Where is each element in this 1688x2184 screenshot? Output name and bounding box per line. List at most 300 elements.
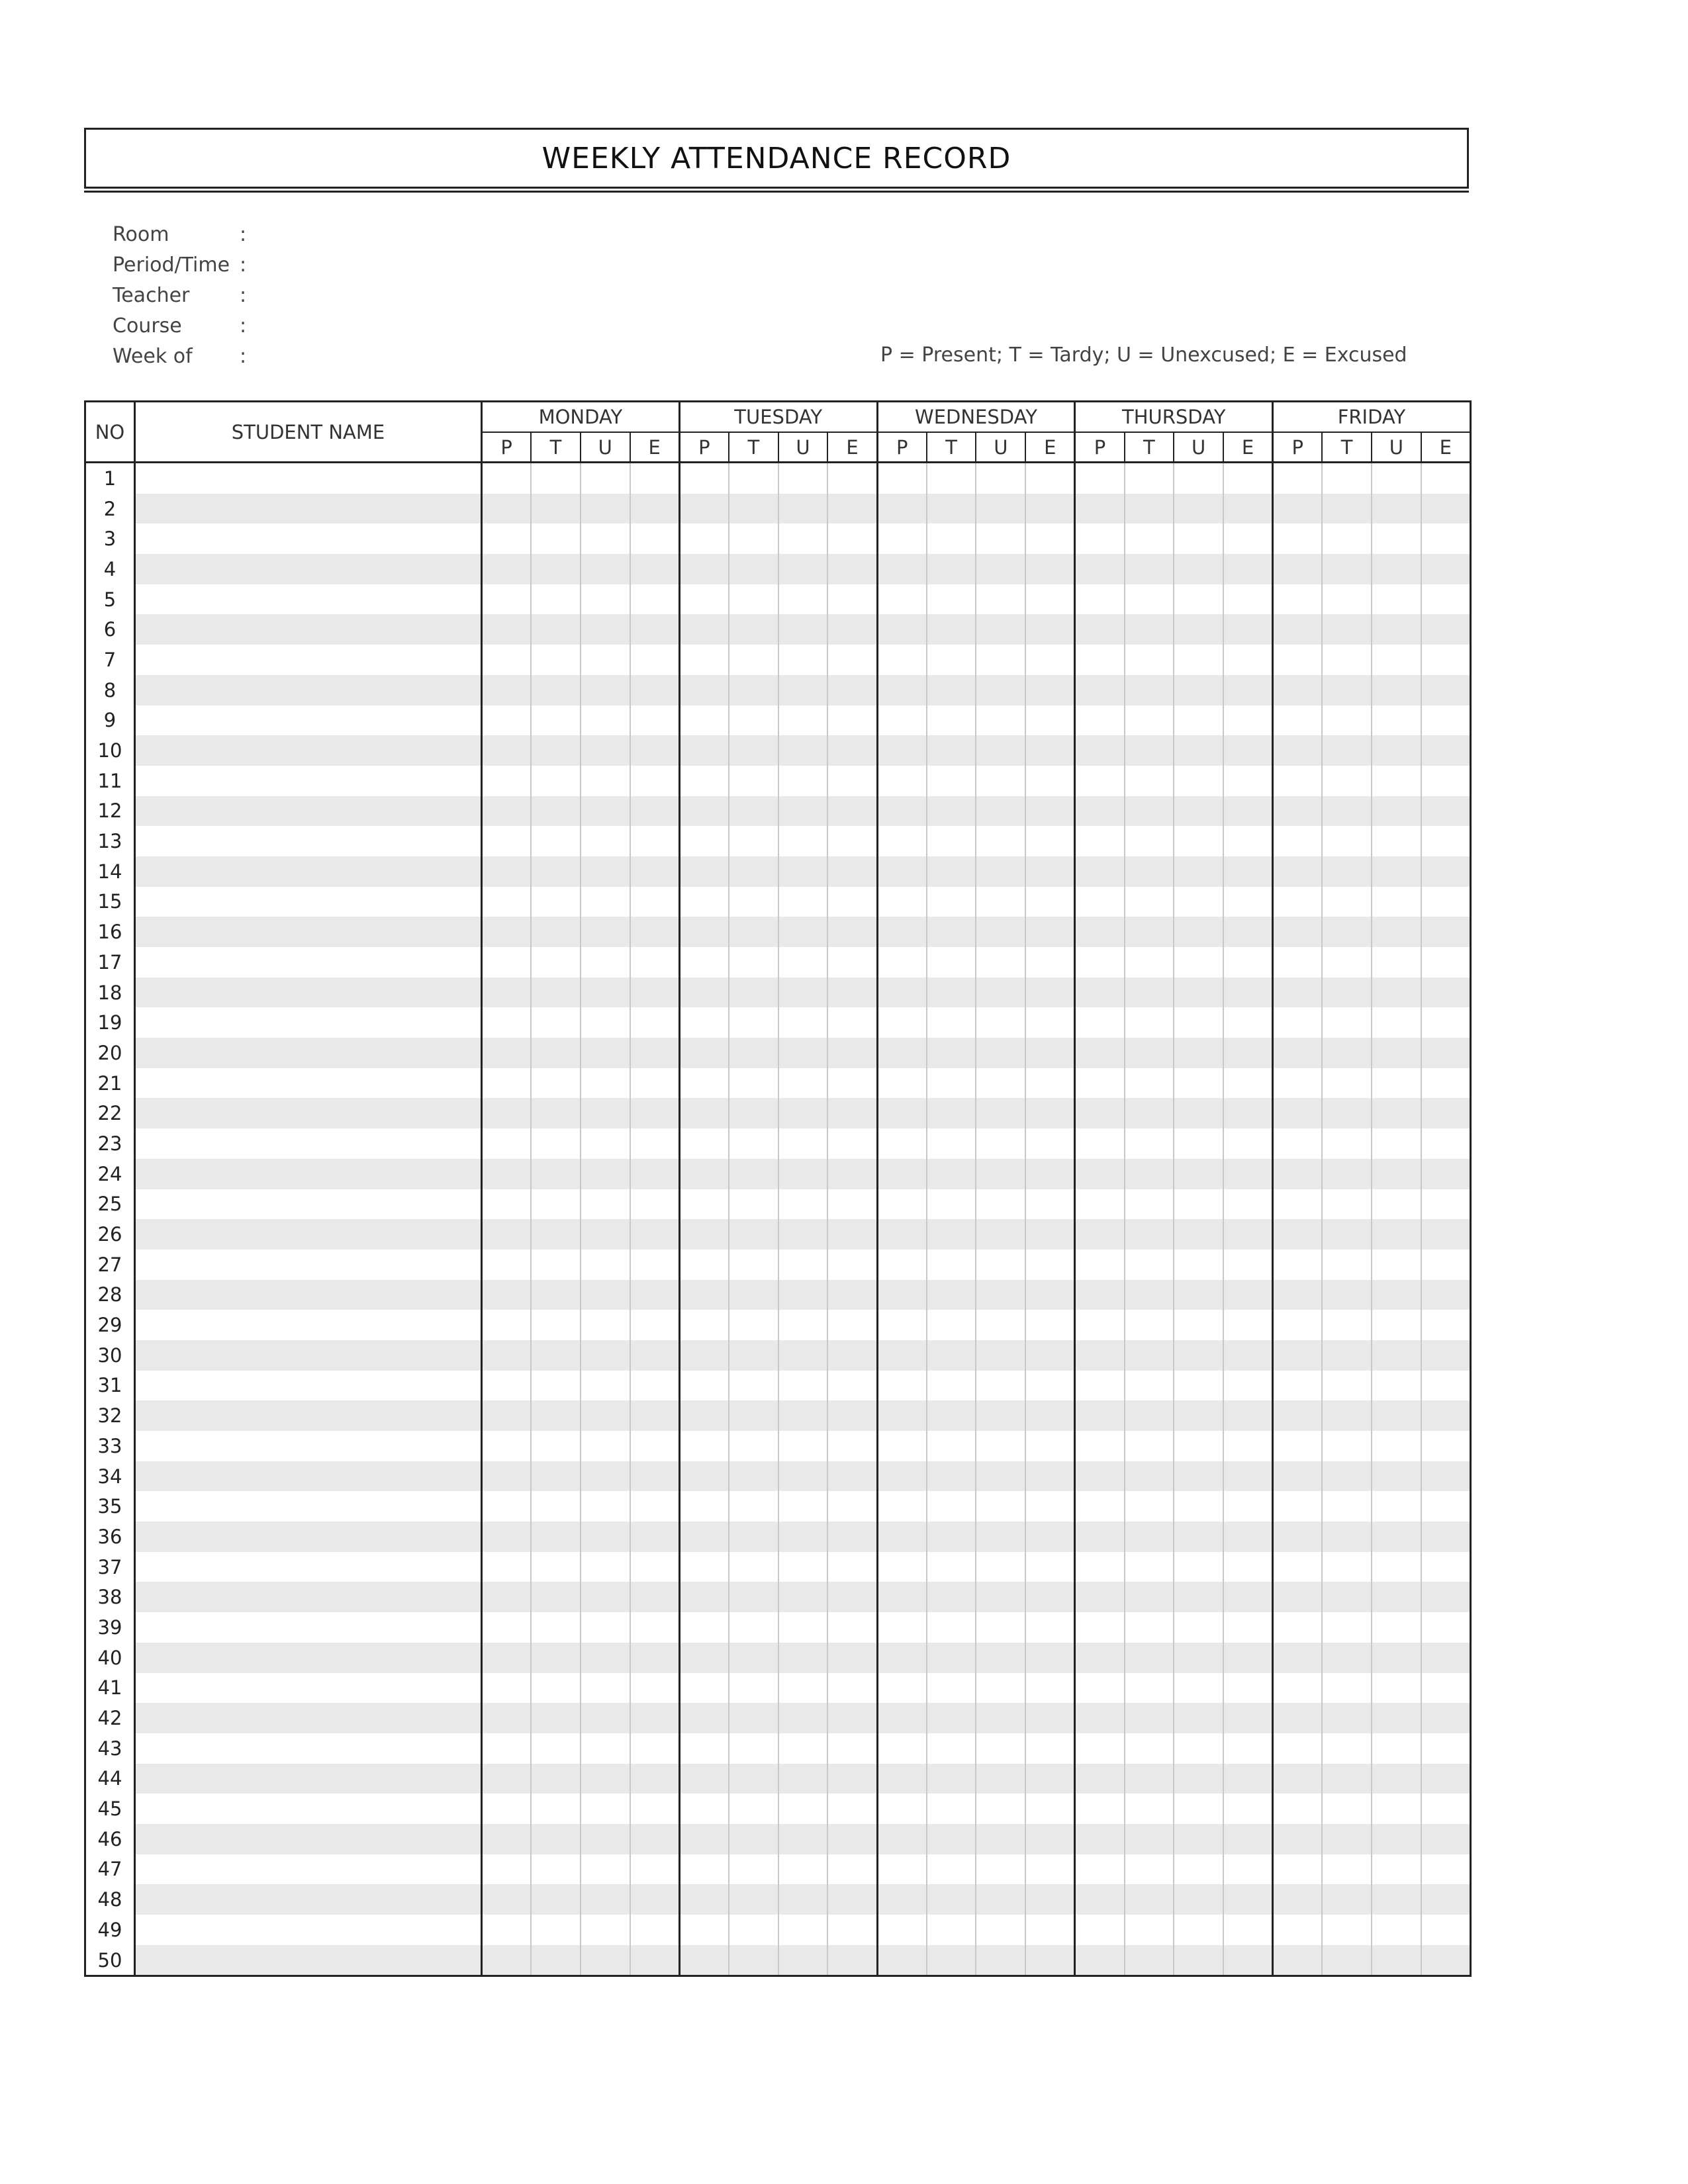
attendance-cell-wednesday-e[interactable] — [1025, 735, 1075, 766]
attendance-cell-tuesday-e[interactable] — [827, 766, 877, 796]
attendance-cell-thursday-p[interactable] — [1075, 947, 1125, 978]
attendance-cell-wednesday-u[interactable] — [976, 1733, 1025, 1764]
attendance-cell-monday-t[interactable] — [531, 1159, 581, 1189]
attendance-cell-monday-e[interactable] — [630, 1522, 680, 1552]
attendance-cell-thursday-t[interactable] — [1125, 494, 1174, 524]
attendance-cell-wednesday-u[interactable] — [976, 978, 1025, 1008]
attendance-cell-friday-p[interactable] — [1273, 1250, 1323, 1280]
attendance-cell-wednesday-t[interactable] — [927, 1159, 976, 1189]
attendance-cell-wednesday-u[interactable] — [976, 1854, 1025, 1885]
attendance-cell-friday-e[interactable] — [1421, 1643, 1471, 1673]
attendance-cell-wednesday-e[interactable] — [1025, 1128, 1075, 1159]
attendance-cell-monday-u[interactable] — [581, 554, 630, 584]
attendance-cell-tuesday-e[interactable] — [827, 735, 877, 766]
attendance-cell-thursday-e[interactable] — [1223, 1098, 1273, 1128]
attendance-cell-friday-p[interactable] — [1273, 826, 1323, 856]
attendance-cell-monday-p[interactable] — [482, 1250, 532, 1280]
attendance-cell-wednesday-e[interactable] — [1025, 1007, 1075, 1038]
attendance-cell-wednesday-e[interactable] — [1025, 1673, 1075, 1704]
attendance-cell-thursday-t[interactable] — [1125, 1552, 1174, 1582]
attendance-cell-monday-u[interactable] — [581, 1733, 630, 1764]
student-name-cell[interactable] — [135, 1884, 482, 1915]
attendance-cell-wednesday-p[interactable] — [877, 1522, 927, 1552]
attendance-cell-friday-p[interactable] — [1273, 735, 1323, 766]
attendance-cell-tuesday-u[interactable] — [778, 1884, 828, 1915]
attendance-cell-friday-p[interactable] — [1273, 614, 1323, 645]
attendance-cell-thursday-u[interactable] — [1174, 1794, 1223, 1824]
attendance-cell-tuesday-e[interactable] — [827, 1007, 877, 1038]
attendance-cell-monday-e[interactable] — [630, 1582, 680, 1612]
attendance-cell-monday-e[interactable] — [630, 463, 680, 494]
attendance-cell-tuesday-u[interactable] — [778, 1945, 828, 1976]
attendance-cell-monday-t[interactable] — [531, 1491, 581, 1522]
attendance-cell-tuesday-t[interactable] — [729, 1884, 778, 1915]
attendance-cell-wednesday-t[interactable] — [927, 1824, 976, 1854]
attendance-cell-tuesday-u[interactable] — [778, 1733, 828, 1764]
student-name-cell[interactable] — [135, 1643, 482, 1673]
attendance-cell-thursday-u[interactable] — [1174, 494, 1223, 524]
attendance-cell-thursday-p[interactable] — [1075, 463, 1125, 494]
attendance-cell-thursday-t[interactable] — [1125, 1461, 1174, 1492]
attendance-cell-wednesday-e[interactable] — [1025, 856, 1075, 887]
attendance-cell-friday-u[interactable] — [1372, 1007, 1421, 1038]
attendance-cell-friday-t[interactable] — [1322, 1643, 1372, 1673]
attendance-cell-monday-t[interactable] — [531, 1189, 581, 1220]
attendance-cell-friday-p[interactable] — [1273, 1038, 1323, 1068]
attendance-cell-friday-t[interactable] — [1322, 1189, 1372, 1220]
attendance-cell-friday-u[interactable] — [1372, 1884, 1421, 1915]
attendance-cell-friday-e[interactable] — [1421, 1128, 1471, 1159]
attendance-cell-tuesday-p[interactable] — [679, 1219, 729, 1250]
attendance-cell-tuesday-u[interactable] — [778, 1794, 828, 1824]
attendance-cell-friday-p[interactable] — [1273, 1643, 1323, 1673]
attendance-cell-wednesday-p[interactable] — [877, 1733, 927, 1764]
attendance-cell-monday-e[interactable] — [630, 1703, 680, 1733]
attendance-cell-friday-p[interactable] — [1273, 1884, 1323, 1915]
attendance-cell-wednesday-e[interactable] — [1025, 463, 1075, 494]
attendance-cell-monday-p[interactable] — [482, 1371, 532, 1401]
attendance-cell-tuesday-p[interactable] — [679, 1491, 729, 1522]
attendance-cell-thursday-e[interactable] — [1223, 1400, 1273, 1431]
attendance-cell-friday-t[interactable] — [1322, 1461, 1372, 1492]
attendance-cell-thursday-t[interactable] — [1125, 978, 1174, 1008]
attendance-cell-friday-e[interactable] — [1421, 1915, 1471, 1945]
attendance-cell-wednesday-p[interactable] — [877, 1643, 927, 1673]
attendance-cell-tuesday-e[interactable] — [827, 1310, 877, 1340]
attendance-cell-monday-t[interactable] — [531, 1733, 581, 1764]
attendance-cell-friday-p[interactable] — [1273, 1764, 1323, 1794]
attendance-cell-friday-e[interactable] — [1421, 614, 1471, 645]
attendance-cell-friday-e[interactable] — [1421, 1884, 1471, 1915]
attendance-cell-monday-t[interactable] — [531, 1371, 581, 1401]
attendance-cell-thursday-e[interactable] — [1223, 523, 1273, 554]
attendance-cell-tuesday-t[interactable] — [729, 1854, 778, 1885]
attendance-cell-wednesday-e[interactable] — [1025, 1431, 1075, 1461]
attendance-cell-tuesday-p[interactable] — [679, 856, 729, 887]
attendance-cell-friday-u[interactable] — [1372, 554, 1421, 584]
attendance-cell-tuesday-p[interactable] — [679, 1189, 729, 1220]
attendance-cell-friday-u[interactable] — [1372, 1824, 1421, 1854]
attendance-cell-friday-t[interactable] — [1322, 1824, 1372, 1854]
attendance-cell-thursday-p[interactable] — [1075, 978, 1125, 1008]
attendance-cell-friday-t[interactable] — [1322, 1552, 1372, 1582]
attendance-cell-wednesday-t[interactable] — [927, 1400, 976, 1431]
attendance-cell-friday-e[interactable] — [1421, 1310, 1471, 1340]
attendance-cell-friday-t[interactable] — [1322, 1007, 1372, 1038]
attendance-cell-friday-e[interactable] — [1421, 1038, 1471, 1068]
attendance-cell-wednesday-u[interactable] — [976, 463, 1025, 494]
attendance-cell-wednesday-t[interactable] — [927, 1884, 976, 1915]
attendance-cell-monday-p[interactable] — [482, 1219, 532, 1250]
attendance-cell-friday-p[interactable] — [1273, 675, 1323, 705]
attendance-cell-wednesday-u[interactable] — [976, 917, 1025, 947]
attendance-cell-thursday-p[interactable] — [1075, 1371, 1125, 1401]
attendance-cell-tuesday-u[interactable] — [778, 1038, 828, 1068]
attendance-cell-friday-t[interactable] — [1322, 1371, 1372, 1401]
attendance-cell-friday-u[interactable] — [1372, 1854, 1421, 1885]
attendance-cell-wednesday-p[interactable] — [877, 1128, 927, 1159]
attendance-cell-friday-p[interactable] — [1273, 1461, 1323, 1492]
attendance-cell-tuesday-p[interactable] — [679, 1884, 729, 1915]
student-name-cell[interactable] — [135, 614, 482, 645]
attendance-cell-monday-e[interactable] — [630, 1915, 680, 1945]
attendance-cell-friday-p[interactable] — [1273, 1098, 1323, 1128]
attendance-cell-tuesday-t[interactable] — [729, 887, 778, 917]
attendance-cell-tuesday-u[interactable] — [778, 947, 828, 978]
attendance-cell-monday-t[interactable] — [531, 554, 581, 584]
attendance-cell-thursday-e[interactable] — [1223, 1491, 1273, 1522]
attendance-cell-tuesday-e[interactable] — [827, 1461, 877, 1492]
attendance-cell-monday-e[interactable] — [630, 554, 680, 584]
attendance-cell-monday-u[interactable] — [581, 1219, 630, 1250]
attendance-cell-monday-e[interactable] — [630, 614, 680, 645]
student-name-cell[interactable] — [135, 887, 482, 917]
attendance-cell-monday-u[interactable] — [581, 1764, 630, 1794]
attendance-cell-thursday-t[interactable] — [1125, 1794, 1174, 1824]
attendance-cell-thursday-u[interactable] — [1174, 1552, 1223, 1582]
attendance-cell-monday-e[interactable] — [630, 1007, 680, 1038]
attendance-cell-thursday-p[interactable] — [1075, 1431, 1125, 1461]
attendance-cell-monday-e[interactable] — [630, 1098, 680, 1128]
attendance-cell-tuesday-p[interactable] — [679, 1250, 729, 1280]
attendance-cell-monday-u[interactable] — [581, 1400, 630, 1431]
attendance-cell-friday-u[interactable] — [1372, 1673, 1421, 1704]
attendance-cell-tuesday-p[interactable] — [679, 1371, 729, 1401]
attendance-cell-wednesday-t[interactable] — [927, 1582, 976, 1612]
attendance-cell-tuesday-t[interactable] — [729, 1128, 778, 1159]
attendance-cell-thursday-p[interactable] — [1075, 1310, 1125, 1340]
attendance-cell-friday-t[interactable] — [1322, 1250, 1372, 1280]
attendance-cell-monday-p[interactable] — [482, 1007, 532, 1038]
attendance-cell-monday-e[interactable] — [630, 675, 680, 705]
attendance-cell-monday-e[interactable] — [630, 887, 680, 917]
attendance-cell-tuesday-e[interactable] — [827, 1491, 877, 1522]
attendance-cell-thursday-u[interactable] — [1174, 1491, 1223, 1522]
attendance-cell-thursday-t[interactable] — [1125, 1310, 1174, 1340]
attendance-cell-wednesday-u[interactable] — [976, 494, 1025, 524]
attendance-cell-tuesday-e[interactable] — [827, 1098, 877, 1128]
attendance-cell-monday-t[interactable] — [531, 947, 581, 978]
attendance-cell-monday-p[interactable] — [482, 1824, 532, 1854]
attendance-cell-tuesday-u[interactable] — [778, 1340, 828, 1371]
attendance-cell-monday-p[interactable] — [482, 463, 532, 494]
student-name-cell[interactable] — [135, 796, 482, 827]
attendance-cell-tuesday-u[interactable] — [778, 1915, 828, 1945]
attendance-cell-monday-u[interactable] — [581, 826, 630, 856]
attendance-cell-wednesday-t[interactable] — [927, 796, 976, 827]
attendance-cell-tuesday-e[interactable] — [827, 554, 877, 584]
attendance-cell-wednesday-t[interactable] — [927, 1643, 976, 1673]
attendance-cell-tuesday-e[interactable] — [827, 1400, 877, 1431]
attendance-cell-tuesday-e[interactable] — [827, 856, 877, 887]
attendance-cell-tuesday-e[interactable] — [827, 887, 877, 917]
attendance-cell-tuesday-t[interactable] — [729, 1612, 778, 1643]
attendance-cell-friday-e[interactable] — [1421, 1280, 1471, 1310]
attendance-cell-monday-p[interactable] — [482, 1703, 532, 1733]
attendance-cell-thursday-p[interactable] — [1075, 1703, 1125, 1733]
attendance-cell-tuesday-u[interactable] — [778, 1612, 828, 1643]
attendance-cell-wednesday-e[interactable] — [1025, 1159, 1075, 1189]
attendance-cell-tuesday-t[interactable] — [729, 584, 778, 615]
attendance-cell-monday-p[interactable] — [482, 1280, 532, 1310]
attendance-cell-monday-e[interactable] — [630, 1824, 680, 1854]
attendance-cell-monday-u[interactable] — [581, 645, 630, 675]
attendance-cell-wednesday-e[interactable] — [1025, 796, 1075, 827]
attendance-cell-tuesday-u[interactable] — [778, 554, 828, 584]
attendance-cell-monday-p[interactable] — [482, 1522, 532, 1552]
attendance-cell-thursday-u[interactable] — [1174, 1219, 1223, 1250]
attendance-cell-thursday-e[interactable] — [1223, 1189, 1273, 1220]
attendance-cell-thursday-u[interactable] — [1174, 796, 1223, 827]
attendance-cell-wednesday-e[interactable] — [1025, 766, 1075, 796]
attendance-cell-wednesday-t[interactable] — [927, 1703, 976, 1733]
attendance-cell-friday-t[interactable] — [1322, 1310, 1372, 1340]
attendance-cell-wednesday-e[interactable] — [1025, 1340, 1075, 1371]
attendance-cell-friday-p[interactable] — [1273, 1794, 1323, 1824]
student-name-cell[interactable] — [135, 1371, 482, 1401]
student-name-cell[interactable] — [135, 1824, 482, 1854]
attendance-cell-wednesday-e[interactable] — [1025, 826, 1075, 856]
attendance-cell-tuesday-p[interactable] — [679, 675, 729, 705]
attendance-cell-friday-t[interactable] — [1322, 1431, 1372, 1461]
attendance-cell-friday-u[interactable] — [1372, 947, 1421, 978]
attendance-cell-monday-p[interactable] — [482, 1643, 532, 1673]
attendance-cell-tuesday-p[interactable] — [679, 584, 729, 615]
student-name-cell[interactable] — [135, 463, 482, 494]
attendance-cell-friday-e[interactable] — [1421, 1340, 1471, 1371]
attendance-cell-thursday-p[interactable] — [1075, 735, 1125, 766]
attendance-cell-monday-p[interactable] — [482, 735, 532, 766]
attendance-cell-monday-p[interactable] — [482, 1400, 532, 1431]
attendance-cell-tuesday-t[interactable] — [729, 796, 778, 827]
attendance-cell-wednesday-e[interactable] — [1025, 887, 1075, 917]
attendance-cell-friday-e[interactable] — [1421, 523, 1471, 554]
attendance-cell-monday-p[interactable] — [482, 1673, 532, 1704]
attendance-cell-tuesday-u[interactable] — [778, 1310, 828, 1340]
attendance-cell-monday-p[interactable] — [482, 1038, 532, 1068]
attendance-cell-thursday-e[interactable] — [1223, 1522, 1273, 1552]
attendance-cell-tuesday-p[interactable] — [679, 1945, 729, 1976]
attendance-cell-thursday-u[interactable] — [1174, 1400, 1223, 1431]
attendance-cell-thursday-u[interactable] — [1174, 1159, 1223, 1189]
attendance-cell-tuesday-t[interactable] — [729, 1310, 778, 1340]
attendance-cell-tuesday-e[interactable] — [827, 917, 877, 947]
attendance-cell-friday-p[interactable] — [1273, 917, 1323, 947]
attendance-cell-friday-e[interactable] — [1421, 1764, 1471, 1794]
attendance-cell-wednesday-t[interactable] — [927, 1340, 976, 1371]
attendance-cell-thursday-t[interactable] — [1125, 1673, 1174, 1704]
attendance-cell-tuesday-t[interactable] — [729, 917, 778, 947]
attendance-cell-monday-u[interactable] — [581, 1280, 630, 1310]
attendance-cell-monday-u[interactable] — [581, 494, 630, 524]
attendance-cell-wednesday-t[interactable] — [927, 1673, 976, 1704]
attendance-cell-friday-t[interactable] — [1322, 947, 1372, 978]
attendance-cell-monday-e[interactable] — [630, 1219, 680, 1250]
attendance-cell-monday-u[interactable] — [581, 1612, 630, 1643]
attendance-cell-monday-p[interactable] — [482, 1461, 532, 1492]
attendance-cell-friday-e[interactable] — [1421, 1219, 1471, 1250]
attendance-cell-wednesday-u[interactable] — [976, 1280, 1025, 1310]
attendance-cell-monday-e[interactable] — [630, 1673, 680, 1704]
attendance-cell-monday-u[interactable] — [581, 1159, 630, 1189]
attendance-cell-thursday-e[interactable] — [1223, 554, 1273, 584]
attendance-cell-wednesday-e[interactable] — [1025, 1189, 1075, 1220]
attendance-cell-thursday-p[interactable] — [1075, 826, 1125, 856]
attendance-cell-wednesday-t[interactable] — [927, 978, 976, 1008]
attendance-cell-tuesday-p[interactable] — [679, 1310, 729, 1340]
attendance-cell-wednesday-p[interactable] — [877, 1824, 927, 1854]
attendance-cell-wednesday-u[interactable] — [976, 1340, 1025, 1371]
attendance-cell-wednesday-u[interactable] — [976, 856, 1025, 887]
attendance-cell-tuesday-e[interactable] — [827, 1552, 877, 1582]
attendance-cell-wednesday-u[interactable] — [976, 1371, 1025, 1401]
attendance-cell-thursday-p[interactable] — [1075, 887, 1125, 917]
attendance-cell-friday-u[interactable] — [1372, 675, 1421, 705]
attendance-cell-wednesday-p[interactable] — [877, 1673, 927, 1704]
attendance-cell-tuesday-p[interactable] — [679, 917, 729, 947]
attendance-cell-wednesday-u[interactable] — [976, 1038, 1025, 1068]
attendance-cell-thursday-e[interactable] — [1223, 1310, 1273, 1340]
attendance-cell-monday-u[interactable] — [581, 1431, 630, 1461]
attendance-cell-friday-p[interactable] — [1273, 947, 1323, 978]
attendance-cell-thursday-e[interactable] — [1223, 1824, 1273, 1854]
attendance-cell-monday-e[interactable] — [630, 1371, 680, 1401]
attendance-cell-monday-u[interactable] — [581, 1552, 630, 1582]
attendance-cell-thursday-t[interactable] — [1125, 1915, 1174, 1945]
attendance-cell-thursday-u[interactable] — [1174, 645, 1223, 675]
attendance-cell-tuesday-t[interactable] — [729, 554, 778, 584]
attendance-cell-tuesday-e[interactable] — [827, 1219, 877, 1250]
attendance-cell-monday-u[interactable] — [581, 1915, 630, 1945]
attendance-cell-thursday-p[interactable] — [1075, 494, 1125, 524]
attendance-cell-wednesday-u[interactable] — [976, 554, 1025, 584]
attendance-cell-monday-p[interactable] — [482, 1310, 532, 1340]
attendance-cell-thursday-t[interactable] — [1125, 1522, 1174, 1552]
attendance-cell-monday-e[interactable] — [630, 1643, 680, 1673]
attendance-cell-thursday-u[interactable] — [1174, 1522, 1223, 1552]
attendance-cell-friday-p[interactable] — [1273, 1310, 1323, 1340]
attendance-cell-friday-p[interactable] — [1273, 1582, 1323, 1612]
attendance-cell-wednesday-p[interactable] — [877, 1068, 927, 1099]
attendance-cell-tuesday-u[interactable] — [778, 1007, 828, 1038]
attendance-cell-thursday-p[interactable] — [1075, 1461, 1125, 1492]
attendance-cell-tuesday-t[interactable] — [729, 1038, 778, 1068]
attendance-cell-friday-u[interactable] — [1372, 1612, 1421, 1643]
attendance-cell-wednesday-u[interactable] — [976, 1250, 1025, 1280]
attendance-cell-friday-p[interactable] — [1273, 584, 1323, 615]
attendance-cell-thursday-t[interactable] — [1125, 917, 1174, 947]
attendance-cell-friday-u[interactable] — [1372, 1128, 1421, 1159]
attendance-cell-thursday-t[interactable] — [1125, 554, 1174, 584]
attendance-cell-wednesday-p[interactable] — [877, 1280, 927, 1310]
attendance-cell-monday-t[interactable] — [531, 796, 581, 827]
attendance-cell-wednesday-p[interactable] — [877, 1310, 927, 1340]
attendance-cell-friday-u[interactable] — [1372, 1159, 1421, 1189]
attendance-cell-friday-u[interactable] — [1372, 614, 1421, 645]
attendance-cell-tuesday-u[interactable] — [778, 1824, 828, 1854]
attendance-cell-friday-e[interactable] — [1421, 1491, 1471, 1522]
student-name-cell[interactable] — [135, 826, 482, 856]
attendance-cell-friday-t[interactable] — [1322, 1764, 1372, 1794]
attendance-cell-wednesday-u[interactable] — [976, 705, 1025, 736]
attendance-cell-tuesday-p[interactable] — [679, 1461, 729, 1492]
attendance-cell-friday-u[interactable] — [1372, 1491, 1421, 1522]
attendance-cell-wednesday-p[interactable] — [877, 463, 927, 494]
attendance-cell-wednesday-u[interactable] — [976, 1068, 1025, 1099]
attendance-cell-thursday-t[interactable] — [1125, 614, 1174, 645]
attendance-cell-friday-e[interactable] — [1421, 735, 1471, 766]
attendance-cell-monday-e[interactable] — [630, 1794, 680, 1824]
attendance-cell-thursday-t[interactable] — [1125, 1007, 1174, 1038]
attendance-cell-thursday-e[interactable] — [1223, 1128, 1273, 1159]
attendance-cell-thursday-u[interactable] — [1174, 978, 1223, 1008]
attendance-cell-monday-p[interactable] — [482, 1159, 532, 1189]
attendance-cell-friday-t[interactable] — [1322, 614, 1372, 645]
attendance-cell-tuesday-p[interactable] — [679, 1280, 729, 1310]
attendance-cell-tuesday-e[interactable] — [827, 1824, 877, 1854]
attendance-cell-tuesday-e[interactable] — [827, 978, 877, 1008]
attendance-cell-friday-t[interactable] — [1322, 1400, 1372, 1431]
attendance-cell-thursday-u[interactable] — [1174, 1945, 1223, 1976]
attendance-cell-thursday-e[interactable] — [1223, 947, 1273, 978]
attendance-cell-tuesday-e[interactable] — [827, 1703, 877, 1733]
attendance-cell-friday-p[interactable] — [1273, 645, 1323, 675]
attendance-cell-thursday-p[interactable] — [1075, 1280, 1125, 1310]
attendance-cell-tuesday-u[interactable] — [778, 1703, 828, 1733]
attendance-cell-friday-u[interactable] — [1372, 1189, 1421, 1220]
attendance-cell-thursday-p[interactable] — [1075, 584, 1125, 615]
attendance-cell-thursday-t[interactable] — [1125, 1128, 1174, 1159]
attendance-cell-tuesday-u[interactable] — [778, 1371, 828, 1401]
attendance-cell-monday-t[interactable] — [531, 766, 581, 796]
attendance-cell-monday-t[interactable] — [531, 645, 581, 675]
attendance-cell-friday-p[interactable] — [1273, 1733, 1323, 1764]
attendance-cell-wednesday-p[interactable] — [877, 705, 927, 736]
attendance-cell-thursday-p[interactable] — [1075, 1643, 1125, 1673]
attendance-cell-tuesday-u[interactable] — [778, 1643, 828, 1673]
attendance-cell-tuesday-p[interactable] — [679, 705, 729, 736]
attendance-cell-wednesday-e[interactable] — [1025, 1371, 1075, 1401]
attendance-cell-friday-u[interactable] — [1372, 1794, 1421, 1824]
attendance-cell-monday-t[interactable] — [531, 1098, 581, 1128]
attendance-cell-thursday-p[interactable] — [1075, 1854, 1125, 1885]
attendance-cell-thursday-p[interactable] — [1075, 1159, 1125, 1189]
attendance-cell-thursday-u[interactable] — [1174, 766, 1223, 796]
attendance-cell-tuesday-e[interactable] — [827, 1250, 877, 1280]
attendance-cell-tuesday-p[interactable] — [679, 1552, 729, 1582]
attendance-cell-tuesday-e[interactable] — [827, 826, 877, 856]
attendance-cell-monday-p[interactable] — [482, 645, 532, 675]
